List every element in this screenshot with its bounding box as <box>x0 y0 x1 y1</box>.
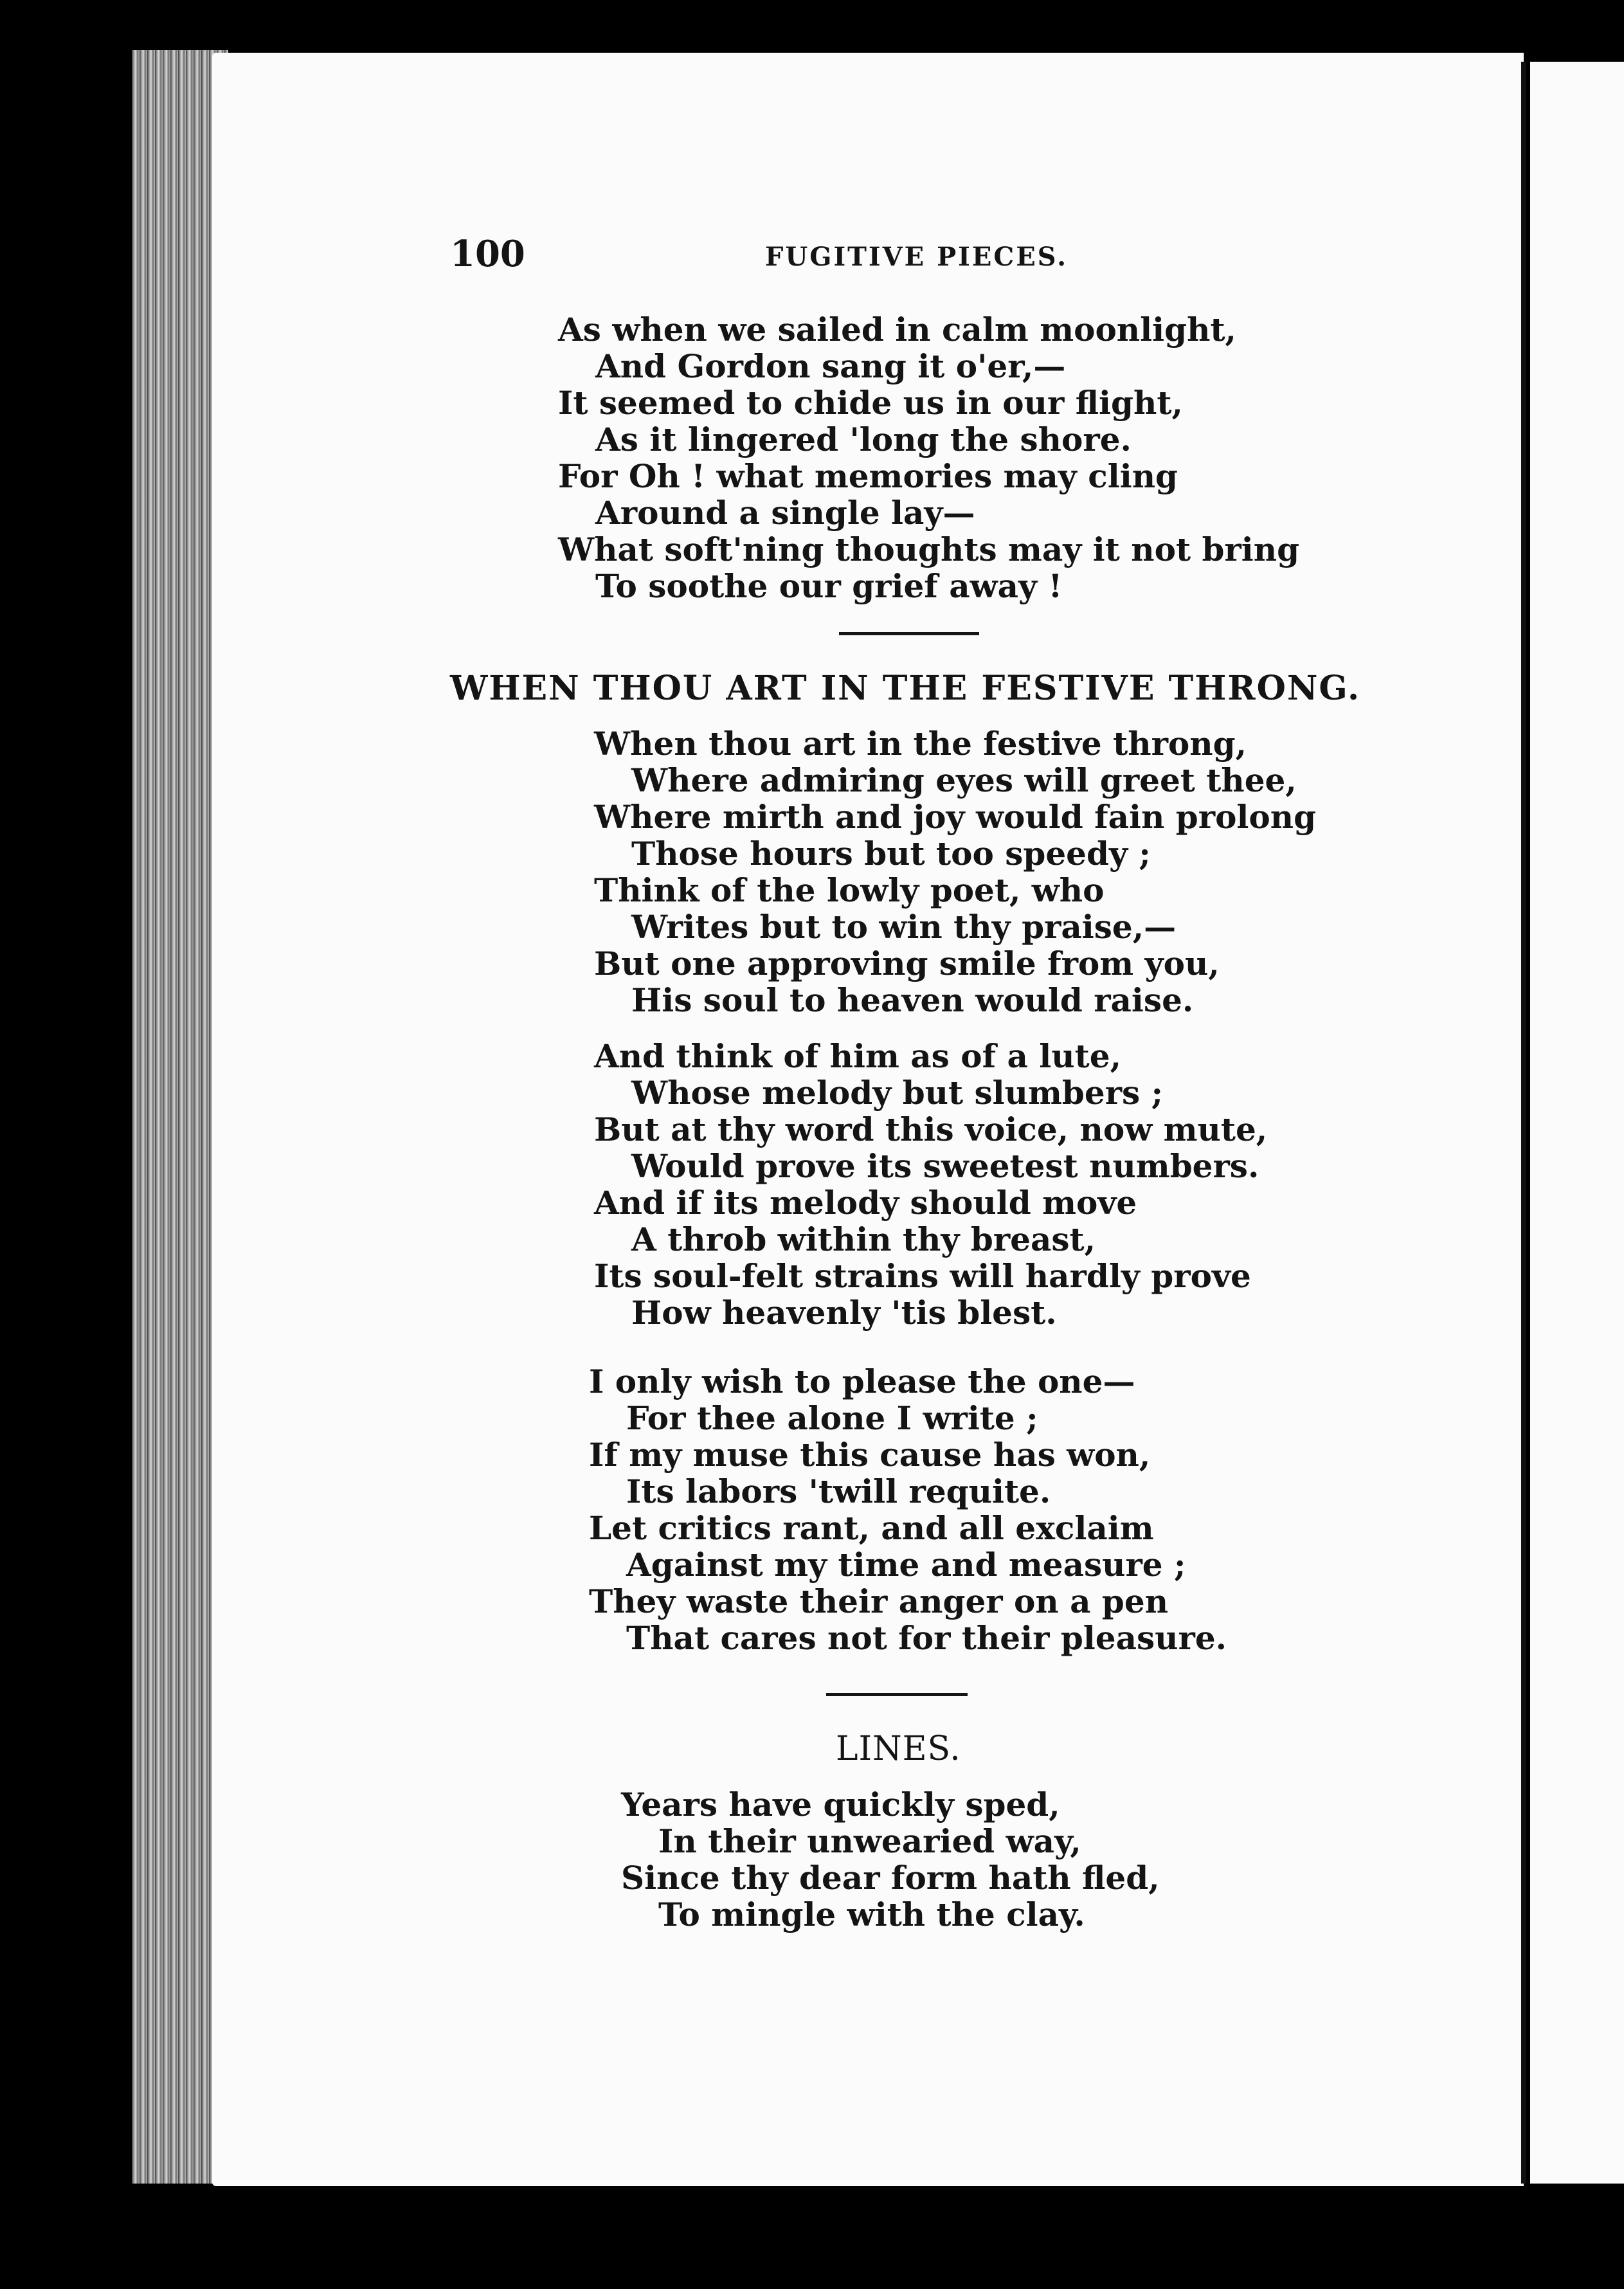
festive-stanza-3 <box>589 1363 1227 1656</box>
poem-line: To soothe our grief away ! <box>595 567 1063 605</box>
poem-line: In their unwearied way, <box>658 1822 1081 1860</box>
poem-line: Would prove its sweetest numbers. <box>631 1147 1259 1185</box>
gutter-shadow <box>1521 62 1526 2184</box>
poem-line: His soul to heaven would raise. <box>631 981 1194 1019</box>
poem-line: Since thy dear form hath fled, <box>621 1859 1160 1897</box>
poem-line: When thou art in the festive throng, <box>594 725 1247 763</box>
poem-line: As it lingered 'long the shore. <box>595 421 1132 458</box>
poem-line: How heavenly 'tis blest. <box>631 1294 1057 1332</box>
poem-line: As when we sailed in calm moonlight, <box>558 311 1236 348</box>
poem-line: Writes but to win thy praise,— <box>631 908 1177 946</box>
poem-line: Let critics rant, and all exclaim <box>589 1509 1154 1547</box>
poem-line: Around a single lay— <box>595 494 975 532</box>
running-head <box>450 233 1209 278</box>
poem-line: But one approving smile from you, <box>594 945 1220 982</box>
poem-line: Its labors 'twill requite. <box>626 1472 1051 1510</box>
poem-line: Years have quickly sped, <box>621 1786 1060 1823</box>
poem-line: But at thy word this voice, now mute, <box>594 1110 1268 1148</box>
poem-line: For Oh ! what memories may cling <box>558 457 1178 495</box>
poem-title-festive: WHEN THOU ART IN THE FESTIVE THRONG. <box>450 669 1361 708</box>
poem-line: And think of him as of a lute, <box>594 1037 1121 1075</box>
poem-line: A throb within thy breast, <box>631 1220 1096 1258</box>
running-title: FUGITIVE PIECES. <box>765 242 1069 272</box>
lines-stanza <box>621 1786 1160 1933</box>
festive-stanza-2 <box>594 1038 1267 1331</box>
section-divider <box>839 632 979 635</box>
poem-line: Think of the lowly poet, who <box>594 871 1105 909</box>
festive-stanza-1 <box>594 725 1316 1018</box>
poem-line: If my muse this cause has won, <box>589 1436 1151 1474</box>
page-number: 100 <box>450 233 525 275</box>
poem-line: For thee alone I write ; <box>626 1399 1038 1437</box>
poem-line: And Gordon sang it o'er,— <box>595 347 1066 385</box>
poem-line: Where admiring eyes will greet thee, <box>631 761 1297 799</box>
poem-line: What soft'ning thoughts may it not bring <box>558 530 1300 568</box>
poem-line: That cares not for their pleasure. <box>626 1619 1227 1657</box>
section-divider <box>826 1693 968 1696</box>
poem-line: I only wish to please the one— <box>589 1362 1135 1400</box>
poem-line: Where mirth and joy would fain prolong <box>594 798 1317 836</box>
poem-line: And if its melody should move <box>594 1184 1137 1222</box>
poem-line: Its soul-felt strains will hardly prove <box>594 1257 1251 1295</box>
poem-line: Whose melody but slumbers ; <box>631 1074 1164 1112</box>
poem-title-lines: LINES. <box>836 1730 961 1768</box>
poem-line: They waste their anger on a pen <box>589 1582 1169 1620</box>
poem-line: It seemed to chide us in our flight, <box>558 384 1183 422</box>
poem-line: To mingle with the clay. <box>658 1895 1085 1933</box>
poem-line: Against my time and measure ; <box>626 1546 1186 1584</box>
facing-page-edge <box>1530 62 1624 2184</box>
poem-line: Those hours but too speedy ; <box>631 835 1151 873</box>
poem-continued-stanza <box>558 311 1299 604</box>
